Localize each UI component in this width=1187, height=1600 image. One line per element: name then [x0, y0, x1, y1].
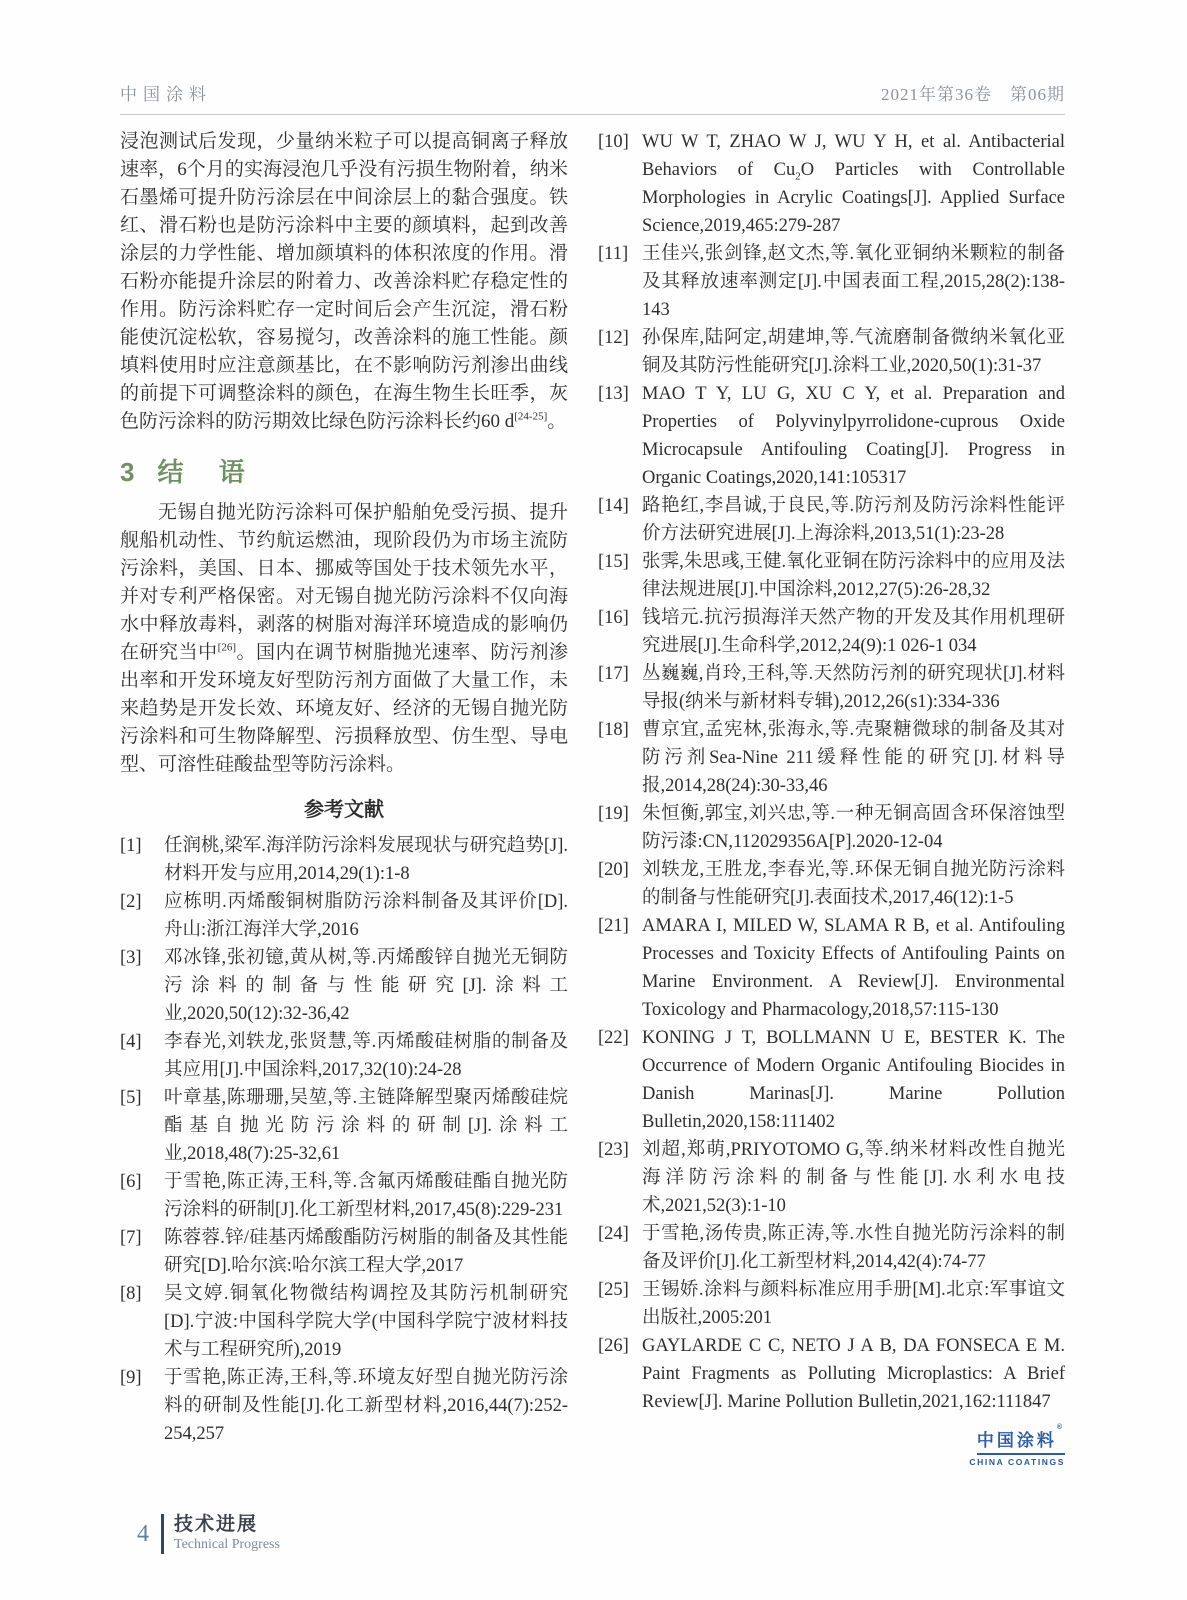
page-body — [120, 128, 1065, 1448]
reference-number: [13] — [598, 384, 629, 404]
reference-item — [120, 1168, 568, 1224]
right-column — [598, 128, 1065, 1448]
reference-number: [11] — [598, 244, 629, 264]
reference-number: [15] — [598, 552, 629, 572]
reference-number: [25] — [598, 1280, 629, 1300]
reference-item — [598, 856, 1065, 912]
reference-item — [120, 1084, 568, 1168]
reference-item — [598, 716, 1065, 800]
page-header — [120, 80, 1065, 115]
reference-text: 丛巍巍,肖玲,王科,等.天然防污剂的研究现状[J].材料导报(纳米与新材料专辑),2012,26(s1):334-336 — [642, 664, 1065, 712]
reference-item — [598, 800, 1065, 856]
reference-number: [23] — [598, 1140, 629, 1160]
reference-item — [598, 1024, 1065, 1136]
reference-number: [6] — [120, 1172, 142, 1192]
journal-name: 中国涂料 — [120, 85, 212, 104]
reference-item — [598, 240, 1065, 324]
reference-text: 刘超,郑萌,PRIYOTOMO G,等.纳米材料改性自抛光海洋防污涂料的制备与性能[J].水利水电技术,2021,52(3):1-10 — [642, 1140, 1065, 1216]
reference-number: [9] — [120, 1368, 142, 1388]
reference-text: 叶章基,陈珊珊,吴堃,等.主链降解型聚丙烯酸硅烷酯基自抛光防污涂料的研制[J].涂料工业,2018,48(7):25-32,61 — [164, 1088, 568, 1164]
citation-superscript: [26] — [217, 641, 236, 654]
reference-text: 邓冰锋,张初镱,黄从树,等.丙烯酸锌自抛光无铜防污涂料的制备与性能研究[J].涂料工业,2020,50(12):32-36,42 — [164, 948, 568, 1024]
footer-section — [174, 1514, 280, 1554]
reference-text: 于雪艳,陈正涛,王科,等.环境友好型自抛光防污涂料的研制及性能[J].化工新型材料,2016,44(7):252-254,257 — [164, 1368, 568, 1444]
reference-number: [18] — [598, 720, 629, 740]
reference-text: WU W T, ZHAO W J, WU Y H, et al. Antibacterial Behaviors of Cu — [642, 132, 1065, 180]
logo-name-cn: 中国涂料 — [976, 1431, 1057, 1450]
reference-number: [19] — [598, 804, 629, 824]
china-coatings-logo — [969, 1426, 1065, 1467]
reference-text: O Particles with Controllable Morphologies in Acrylic Coatings[J]. Applied Surface Science,2019,465:279-287 — [642, 160, 1065, 236]
issue-info: 2021年第36卷 第06期 — [881, 85, 1065, 104]
registered-trademark-mark: ® — [1056, 1424, 1065, 1431]
citation-superscript: [24-25] — [514, 410, 548, 423]
reference-item — [120, 944, 568, 1028]
reference-item — [120, 1364, 568, 1448]
reference-item — [598, 492, 1065, 548]
reference-text: 李春光,刘轶龙,张贤慧,等.丙烯酸硅树脂的制备及其应用[J].中国涂料,2017,32(10):24-28 — [164, 1032, 568, 1080]
reference-item — [598, 380, 1065, 492]
reference-text: 陈蓉蓉.锌/硅基丙烯酸酯防污树脂的制备及其性能研究[D].哈尔滨:哈尔滨工程大学,2017 — [164, 1228, 568, 1276]
reference-item — [120, 832, 568, 888]
conclusion-text-a: 无锡自抛光防污涂料可保护船舶免受污损、提升舰船机动性、节约航运燃油，现阶段仍为市场主流防污涂料，美国、日本、挪威等国处于技术领先水平，并对专利严格保密。对无锡自抛光防污涂料不仅向海水中释放毒料，剥落的树脂对海洋环境造成的影响仍在研究当中 — [120, 502, 568, 663]
reference-text: 曹京宜,孟宪林,张海永,等.壳聚糖微球的制备及其对防污剂Sea-Nine 211缓释性能的研究[J].材料导报,2014,28(24):30-33,46 — [642, 720, 1065, 796]
reference-item — [598, 128, 1065, 240]
reference-number: [14] — [598, 496, 629, 516]
section-title: 结 语 — [157, 457, 259, 487]
footer-divider-bar — [161, 1514, 164, 1554]
footer-section-cn: 技术进展 — [174, 1514, 259, 1535]
reference-text: 吴文婷.铜氧化物微结构调控及其防污机制研究[D].宁波:中国科学院大学(中国科学院宁波材料技术与工程研究所),2019 — [164, 1284, 568, 1360]
reference-text: KONING J T, BOLLMANN U E, BESTER K. The Occurrence of Modern Organic Antifouling Biocides in Danish Marinas[J]. Marine Pollution Bulletin,2020,158:111402 — [642, 1028, 1065, 1132]
reference-number: [24] — [598, 1224, 629, 1244]
reference-item — [598, 1276, 1065, 1332]
reference-text: AMARA I, MILED W, SLAMA R B, et al. Antifouling Processes and Toxicity Effects of Antifouling Paints on Marine Environment. A Review[J]. Environmental Toxicology and Pharmacology,2018,57:115-130 — [642, 916, 1065, 1020]
reference-text: 王锡娇.涂料与颜料标准应用手册[M].北京:军事谊文出版社,2005:201 — [642, 1280, 1065, 1328]
references-heading: 参考文献 — [304, 799, 384, 821]
reference-number: [7] — [120, 1228, 142, 1248]
reference-text: 路艳红,李昌诚,于良民,等.防污剂及防污涂料性能评价方法研究进展[J].上海涂料,2013,51(1):23-28 — [642, 496, 1065, 544]
page-number: 4 — [137, 1520, 149, 1547]
conclusion-paragraph — [120, 499, 568, 779]
reference-item — [598, 660, 1065, 716]
reference-item — [120, 1280, 568, 1364]
logo-english-text: CHINA COATINGS — [969, 1457, 1065, 1467]
paragraph-text: 浸泡测试后发现，少量纳米粒子可以提高铜离子释放速率，6个月的实海浸泡几乎没有污损生物附着，纳米石墨烯可提升防污涂层在中间涂层上的黏合强度。铁红、滑石粉也是防污涂料中主要的颜填料，起到改善涂层的力学性能、增加颜填料的体积浓度的作用。滑石粉亦能提升涂层的附着力、改善涂料贮存稳定性的作用。防污涂料贮存一定时间后会产生沉淀，滑石粉能使沉淀松软，容易搅匀，改善涂料的施工性能。颜填料使用时应注意颜基比，在不影响防污剂渗出曲线的前提下可调整涂料的颜色，在海生物生长旺季，灰色防污涂料的防污期效比绿色防污涂料长约60 d — [120, 131, 568, 432]
page-footer — [137, 1514, 280, 1554]
reference-item — [598, 1332, 1065, 1416]
reference-text: MAO T Y, LU G, XU C Y, et al. Preparation and Properties of Polyvinylpyrrolidone-cuprous Oxide Microcapsule Antifouling Coating[J]. Progress in Organic Coatings,2020,141:105317 — [642, 384, 1065, 488]
reference-text: 王佳兴,张剑锋,赵文杰,等.氧化亚铜纳米颗粒的制备及其释放速率测定[J].中国表面工程,2015,28(2):138-143 — [642, 244, 1065, 320]
reference-text: 任润桃,梁军.海洋防污涂料发展现状与研究趋势[J].材料开发与应用,2014,29(1):1-8 — [164, 836, 568, 884]
reference-text: GAYLARDE C C, NETO J A B, DA FONSECA E M. Paint Fragments as Polluting Microplastics: A Brief Review[J]. Marine Pollution Bulletin,2021,162:111847 — [642, 1336, 1065, 1412]
reference-item — [598, 324, 1065, 380]
paragraph-end: 。 — [547, 411, 567, 432]
reference-number: [3] — [120, 948, 142, 968]
reference-item — [598, 548, 1065, 604]
reference-item — [120, 888, 568, 944]
reference-text: 孙保库,陆阿定,胡建坤,等.气流磨制备微纳米氧化亚铜及其防污性能研究[J].涂料工业,2020,50(1):31-37 — [642, 328, 1065, 376]
reference-number: [8] — [120, 1284, 142, 1304]
reference-item — [598, 912, 1065, 1024]
reference-number: [22] — [598, 1028, 629, 1048]
reference-number: [20] — [598, 860, 629, 880]
reference-text: 钱培元.抗污损海洋天然产物的开发及其作用机理研究进展[J].生命科学,2012,24(9):1 026-1 034 — [642, 608, 1065, 656]
section-number: 3 — [120, 457, 136, 487]
reference-item — [120, 1224, 568, 1280]
reference-number: [4] — [120, 1032, 142, 1052]
reference-number: [12] — [598, 328, 629, 348]
reference-number: [10] — [598, 132, 629, 152]
reference-number: [17] — [598, 664, 629, 684]
left-column — [120, 128, 568, 1448]
logo-chinese-text — [977, 1426, 1065, 1455]
reference-number: [5] — [120, 1088, 142, 1108]
reference-number: [16] — [598, 608, 629, 628]
paragraph-continued — [120, 128, 568, 436]
reference-number: [26] — [598, 1336, 629, 1356]
conclusion-text-b: 。国内在调节树脂抛光速率、防污剂渗出率和开发环境友好型防污剂方面做了大量工作，未来趋势是开发长效、环境友好、经济的无锡自抛光防污涂料和可生物降解型、污损释放型、仿生型、导电型、可溶性硅酸盐型等防污涂料。 — [120, 642, 568, 775]
reference-text: 应栋明.丙烯酸铜树脂防污涂料制备及其评价[D].舟山:浙江海洋大学,2016 — [164, 892, 568, 940]
reference-number: [2] — [120, 892, 142, 912]
reference-text: 刘轶龙,王胜龙,李春光,等.环保无铜自抛光防污涂料的制备与性能研究[J].表面技术,2017,46(12):1-5 — [642, 860, 1065, 908]
reference-text: 于雪艳,汤传贵,陈正涛,等.水性自抛光防污涂料的制备及评价[J].化工新型材料,2014,42(4):74-77 — [642, 1224, 1065, 1272]
reference-text: 张霁,朱思彧,王健.氧化亚铜在防污涂料中的应用及法律法规进展[J].中国涂料,2012,27(5):26-28,32 — [642, 552, 1065, 600]
reference-item — [598, 1136, 1065, 1220]
reference-item — [598, 1220, 1065, 1276]
footer-section-en: Technical Progress — [174, 1537, 280, 1552]
reference-number: [21] — [598, 916, 629, 936]
reference-text: 朱恒衡,郭宝,刘兴忠,等.一种无铜高固含环保溶蚀型防污漆:CN,112029356A[P].2020-12-04 — [642, 804, 1065, 852]
reference-item — [598, 604, 1065, 660]
chemical-subscript: 2 — [795, 170, 801, 183]
section-heading-conclusion — [120, 452, 568, 489]
reference-item — [120, 1028, 568, 1084]
reference-number: [1] — [120, 836, 142, 856]
reference-text: 于雪艳,陈正涛,王科,等.含氟丙烯酸硅酯自抛光防污涂料的研制[J].化工新型材料,2017,45(8):229-231 — [164, 1172, 568, 1220]
